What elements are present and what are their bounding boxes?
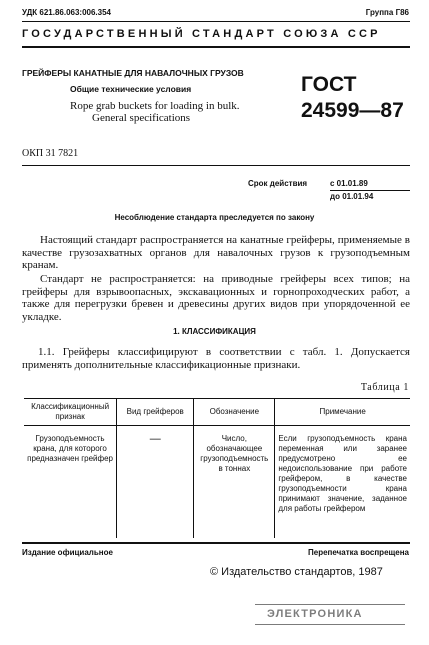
validity-label: Срок действия: [248, 179, 308, 188]
english-title: [70, 100, 240, 124]
gost-number: 24599—87: [301, 99, 404, 122]
table-cell-feature: Грузоподъемность крана, для которого предназначен грейфер: [27, 434, 113, 463]
paragraph-scope: Настоящий стандарт распространяется на канатные грейферы, применяемые в качестве грузозахватных органов для навалочных грузов к грузоподъемным кранам.: [22, 234, 410, 271]
document-subtitle: Общие технические условия: [70, 84, 192, 94]
stamp-rule-top: [255, 604, 405, 605]
header-rule-thin: [22, 21, 410, 22]
validity-from: с 01.01.89: [330, 179, 368, 188]
reprint-notice: Перепечатка воспрещена: [308, 548, 409, 557]
section-1-1-text: 1.1. Грейферы классифицируют в соответствии с табл. 1. Допускается применять дополнительные классификационные признаки.: [22, 346, 410, 371]
validity-divider: [330, 190, 410, 191]
table-cell-designation: Число, обозначающее грузоподъемность в тоннах: [194, 426, 275, 539]
table-header-feature: Классификационный признак: [24, 399, 117, 426]
table-header-row: [24, 399, 410, 426]
title-block-rule: [22, 165, 410, 166]
gost-label: ГОСТ: [301, 73, 357, 96]
table-row: [24, 426, 410, 539]
footer-rule: [22, 542, 410, 544]
standard-banner: ГОСУДАРСТВЕННЫЙ СТАНДАРТ СОЮЗА ССР: [22, 28, 381, 40]
official-edition: Издание официальное: [22, 548, 113, 557]
table-header-note: Примечание: [275, 399, 410, 426]
stamp-rule-bottom: [255, 624, 405, 625]
stamp-text: ЭЛЕКТРОНИКА: [267, 608, 363, 620]
english-title-line-2: General specifications: [92, 112, 191, 124]
table-cell-note: Если грузоподъемность крана переменная или заранее предусмотрено ее недоиспользование при работе грейфером, в качестве грузоподъемности крана принимают значение, заданное для работы грейфером: [275, 426, 410, 539]
header-rule-thick: [22, 46, 410, 48]
document-title: ГРЕЙФЕРЫ КАНАТНЫЕ ДЛЯ НАВАЛОЧНЫХ ГРУЗОВ: [22, 68, 244, 78]
udk-code: УДК 621.86.063:006.354: [22, 8, 111, 17]
group-code: Группа Г86: [365, 8, 409, 17]
english-title-line-1: Rope grab buckets for loading in bulk.: [70, 100, 240, 112]
okp-code: ОКП 31 7821: [22, 148, 79, 159]
paragraph-exclusions: Стандарт не распространяется: на приводные грейферы всех типов; на грейферы для взрывоопасных, экскавационных и горнопроходческих работ, а также для перегрузки бревен и древесины других видов при упорядоченной ее укладке.: [22, 273, 410, 323]
section-heading: 1. КЛАССИФИКАЦИЯ: [173, 327, 256, 336]
library-stamp: [255, 600, 410, 630]
law-notice: Несоблюдение стандарта преследуется по закону: [114, 213, 315, 222]
table-header-designation: Обозначение: [194, 399, 275, 426]
table-header-type: Вид грейферов: [117, 399, 194, 426]
classification-table: [24, 398, 410, 538]
copyright-line: © Издательство стандартов, 1987: [210, 566, 383, 578]
validity-to: до 01.01.94: [330, 192, 374, 201]
table-caption: Таблица 1: [360, 382, 409, 393]
table-cell-type: —: [117, 426, 194, 539]
